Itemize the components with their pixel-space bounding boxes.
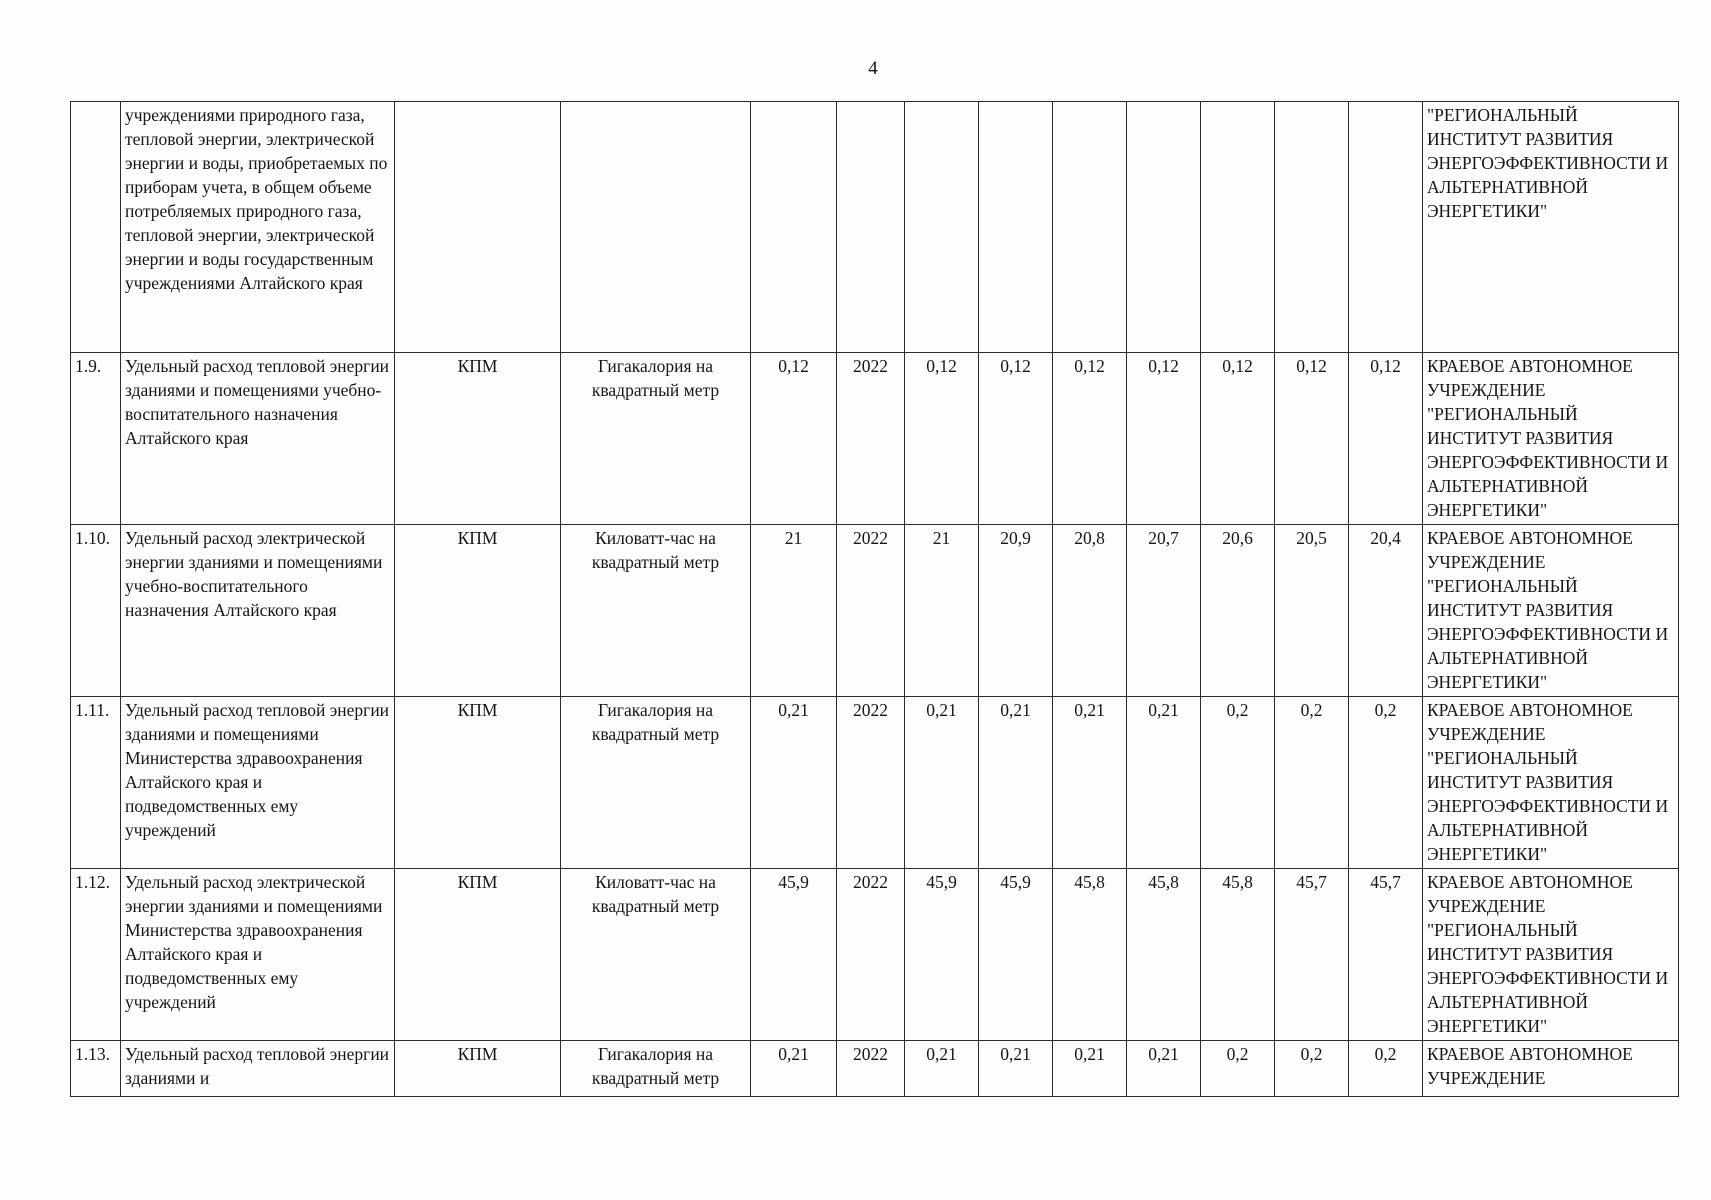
base-year-cell: 2022 bbox=[837, 1041, 905, 1097]
indicator-name-cell: Удельный расход тепловой энергии зданиями и bbox=[121, 1041, 395, 1097]
unit-cell: Гигакалория на квадратный метр bbox=[561, 353, 751, 525]
base-value-cell: 0,21 bbox=[751, 1041, 837, 1097]
value-cell: 45,9 bbox=[905, 869, 979, 1041]
responsible-org-cell: КРАЕВОЕ АВТОНОМНОЕ УЧРЕЖДЕНИЕ "РЕГИОНАЛЬНЫЙ ИНСТИТУТ РАЗВИТИЯ ЭНЕРГОЭФФЕКТИВНОСТИ И АЛЬТЕРНАТИВНОЙ ЭНЕРГЕТИКИ" bbox=[1423, 525, 1679, 697]
table-row bbox=[71, 1041, 1679, 1097]
base-value-cell: 0,21 bbox=[751, 697, 837, 869]
value-cell bbox=[837, 102, 905, 353]
base-year-cell: 2022 bbox=[837, 525, 905, 697]
value-cell bbox=[1349, 102, 1423, 353]
base-value-cell: 0,12 bbox=[751, 353, 837, 525]
table-body bbox=[71, 102, 1679, 1097]
value-cell: 0,2 bbox=[1275, 1041, 1349, 1097]
value-cell: 0,21 bbox=[1053, 697, 1127, 869]
value-cell: 45,7 bbox=[1349, 869, 1423, 1041]
value-cell: 0,21 bbox=[905, 697, 979, 869]
indicator-type-cell: КПМ bbox=[395, 353, 561, 525]
value-cell bbox=[1053, 102, 1127, 353]
value-cell: 0,12 bbox=[1127, 353, 1201, 525]
unit-cell bbox=[561, 102, 751, 353]
value-cell: 0,21 bbox=[1127, 697, 1201, 869]
value-cell: 0,12 bbox=[979, 353, 1053, 525]
base-value-cell: 45,9 bbox=[751, 869, 837, 1041]
indicator-type-cell: КПМ bbox=[395, 525, 561, 697]
value-cell: 45,8 bbox=[1127, 869, 1201, 1041]
row-number-cell: 1.10. bbox=[71, 525, 121, 697]
value-cell: 20,7 bbox=[1127, 525, 1201, 697]
page-number: 4 bbox=[868, 58, 878, 79]
value-cell: 20,8 bbox=[1053, 525, 1127, 697]
unit-cell: Киловатт-час на квадратный метр bbox=[561, 525, 751, 697]
value-cell: 21 bbox=[905, 525, 979, 697]
value-cell bbox=[751, 102, 837, 353]
row-number-cell: 1.11. bbox=[71, 697, 121, 869]
value-cell: 0,2 bbox=[1201, 697, 1275, 869]
value-cell: 45,8 bbox=[1053, 869, 1127, 1041]
value-cell bbox=[979, 102, 1053, 353]
responsible-org-cell: КРАЕВОЕ АВТОНОМНОЕ УЧРЕЖДЕНИЕ "РЕГИОНАЛЬНЫЙ ИНСТИТУТ РАЗВИТИЯ ЭНЕРГОЭФФЕКТИВНОСТИ И АЛЬТЕРНАТИВНОЙ ЭНЕРГЕТИКИ" bbox=[1423, 697, 1679, 869]
value-cell: 0,12 bbox=[1053, 353, 1127, 525]
base-year-cell: 2022 bbox=[837, 869, 905, 1041]
responsible-org-cell: "РЕГИОНАЛЬНЫЙ ИНСТИТУТ РАЗВИТИЯ ЭНЕРГОЭФФЕКТИВНОСТИ И АЛЬТЕРНАТИВНОЙ ЭНЕРГЕТИКИ" bbox=[1423, 102, 1679, 353]
indicator-name-cell: Удельный расход тепловой энергии зданиями и помещениями Министерства здравоохранения Алтайского края и подведомственных ему учреждений bbox=[121, 697, 395, 869]
value-cell: 20,6 bbox=[1201, 525, 1275, 697]
value-cell bbox=[905, 102, 979, 353]
value-cell: 0,2 bbox=[1349, 1041, 1423, 1097]
value-cell: 0,2 bbox=[1275, 697, 1349, 869]
unit-cell: Гигакалория на квадратный метр bbox=[561, 697, 751, 869]
table-row-continuation bbox=[71, 102, 1679, 353]
value-cell bbox=[1127, 102, 1201, 353]
value-cell: 0,21 bbox=[1127, 1041, 1201, 1097]
value-cell: 20,9 bbox=[979, 525, 1053, 697]
table-row bbox=[71, 525, 1679, 697]
indicator-name-cell: Удельный расход тепловой энергии зданиями и помещениями учебно-воспитательного назначения Алтайского края bbox=[121, 353, 395, 525]
row-number-cell: 1.12. bbox=[71, 869, 121, 1041]
base-year-cell: 2022 bbox=[837, 353, 905, 525]
value-cell: 0,2 bbox=[1349, 697, 1423, 869]
indicator-type-cell: КПМ bbox=[395, 869, 561, 1041]
table-row bbox=[71, 353, 1679, 525]
value-cell bbox=[1201, 102, 1275, 353]
value-cell bbox=[1275, 102, 1349, 353]
indicator-type-cell: КПМ bbox=[395, 1041, 561, 1097]
indicator-name-cell: Удельный расход электрической энергии зданиями и помещениями учебно-воспитательного назначения Алтайского края bbox=[121, 525, 395, 697]
value-cell: 0,21 bbox=[979, 1041, 1053, 1097]
indicator-name-cell: Удельный расход электрической энергии зданиями и помещениями Министерства здравоохранения Алтайского края и подведомственных ему учреждений bbox=[121, 869, 395, 1041]
value-cell: 0,21 bbox=[905, 1041, 979, 1097]
base-value-cell: 21 bbox=[751, 525, 837, 697]
responsible-org-cell: КРАЕВОЕ АВТОНОМНОЕ УЧРЕЖДЕНИЕ "РЕГИОНАЛЬНЫЙ ИНСТИТУТ РАЗВИТИЯ ЭНЕРГОЭФФЕКТИВНОСТИ И АЛЬТЕРНАТИВНОЙ ЭНЕРГЕТИКИ" bbox=[1423, 353, 1679, 525]
unit-cell: Гигакалория на квадратный метр bbox=[561, 1041, 751, 1097]
row-number-cell bbox=[71, 102, 121, 353]
base-year-cell: 2022 bbox=[837, 697, 905, 869]
value-cell: 0,2 bbox=[1201, 1041, 1275, 1097]
indicator-name-cell: учреждениями природного газа, тепловой энергии, электрической энергии и воды, приобретаемых по приборам учета, в общем объеме потребляемых природного газа, тепловой энергии, электрической энергии и воды государственным учреждениями Алтайского края bbox=[121, 102, 395, 353]
responsible-org-cell: КРАЕВОЕ АВТОНОМНОЕ УЧРЕЖДЕНИЕ bbox=[1423, 1041, 1679, 1097]
value-cell: 45,7 bbox=[1275, 869, 1349, 1041]
table-row bbox=[71, 697, 1679, 869]
value-cell: 45,8 bbox=[1201, 869, 1275, 1041]
row-number-cell: 1.13. bbox=[71, 1041, 121, 1097]
value-cell: 0,21 bbox=[1053, 1041, 1127, 1097]
value-cell: 0,12 bbox=[905, 353, 979, 525]
responsible-org-cell: КРАЕВОЕ АВТОНОМНОЕ УЧРЕЖДЕНИЕ "РЕГИОНАЛЬНЫЙ ИНСТИТУТ РАЗВИТИЯ ЭНЕРГОЭФФЕКТИВНОСТИ И АЛЬТЕРНАТИВНОЙ ЭНЕРГЕТИКИ" bbox=[1423, 869, 1679, 1041]
value-cell: 0,12 bbox=[1201, 353, 1275, 525]
indicator-type-cell bbox=[395, 102, 561, 353]
value-cell: 45,9 bbox=[979, 869, 1053, 1041]
unit-cell: Киловатт-час на квадратный метр bbox=[561, 869, 751, 1041]
table-row bbox=[71, 869, 1679, 1041]
value-cell: 20,4 bbox=[1349, 525, 1423, 697]
value-cell: 0,12 bbox=[1275, 353, 1349, 525]
value-cell: 0,12 bbox=[1349, 353, 1423, 525]
indicator-type-cell: КПМ bbox=[395, 697, 561, 869]
value-cell: 0,21 bbox=[979, 697, 1053, 869]
row-number-cell: 1.9. bbox=[71, 353, 121, 525]
value-cell: 20,5 bbox=[1275, 525, 1349, 697]
indicators-table bbox=[70, 101, 1679, 1097]
